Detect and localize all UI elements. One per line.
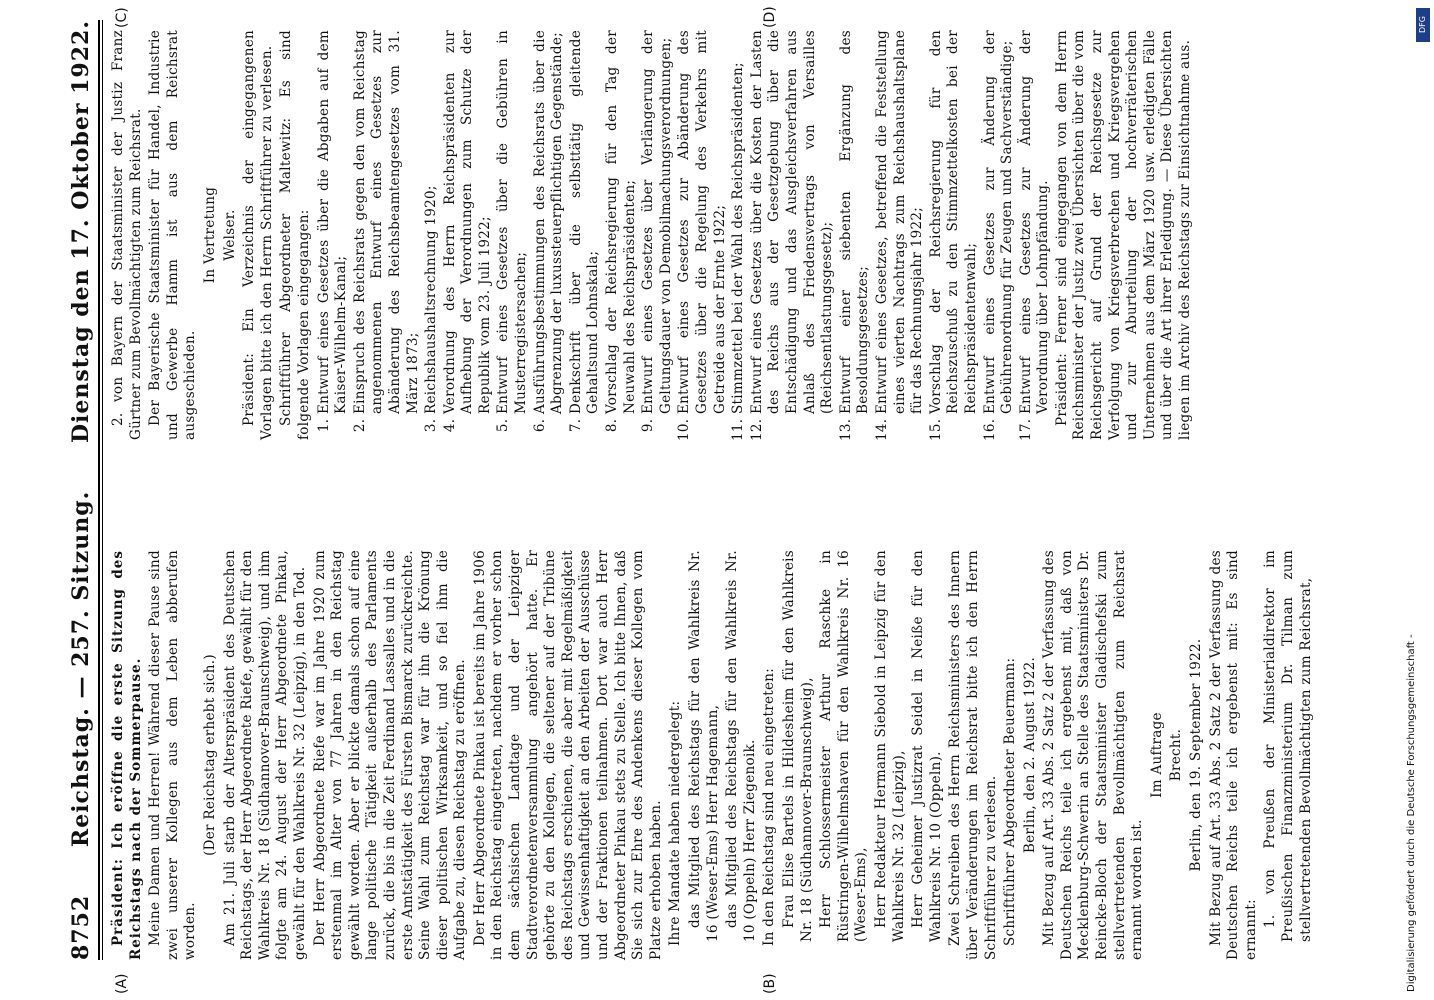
paragraph: Der Bayerische Staatsminister für Handel, Industrie und Gewerbe Hamm ist aus dem Reichsrat ausgeschieden. (147, 30, 199, 440)
paragraph: In Vertretung (201, 186, 218, 284)
paragraph: Herr Schlossermeister Arthur Raschke in Rüstringen-Wilhelmshaven für den Wahlkreis Nr. 16 (Weser-Ems), (818, 550, 870, 942)
paragraph: Ihre Mandate haben niedergelegt: (667, 700, 684, 946)
paragraph: Am 21. Juli starb der Alterspräsident des Deutschen Reichstags, der Herr Abgeordnete Riefe, gewählt für den Wahlkreis Nr. 18 (Südhannover-Braunschweig), und ihm folgte am 24. August der Herr Abgeordnete Pinkau, gewählt für den Wahlkreis Nr. 32 (Leipzig), in den Tod. (221, 550, 308, 960)
paragraph: Präsident: Ferner sind eingegangen von dem Herrn Reichsminister der Justiz zwei Übersichten über die vom Reichsgericht auf Grund der Reichsgesetze zur Verfolgung von Kriegsverbrechen und Kriegsvergehen und zur Aburteilung der hochverräterischen Unternehmen aus dem März 1920 usw. erledigten Fälle und über die Art ihrer Erledigung. — Diese Übersichten liegen im Archiv des Reichstags zur Einsichtnahme aus. (1053, 30, 1194, 440)
dfg-logo: DFG (1416, 8, 1430, 42)
paragraph: Herr Redakteur Hermann Siebold in Leipzig für den Wahlkreis Nr. 32 (Leipzig), (872, 550, 907, 942)
list-item: 5. Entwurf eines Gesetzes über die Gebühren in Musterregistersachen; (495, 30, 530, 414)
left-column (110, 550, 1317, 960)
paragraph: Mit Bezug auf Art. 33 Abs. 2 Satz 2 der Verfassung des Deutschen Reichs teile ich ergebenst mit: Es sind ernannt: (1207, 550, 1259, 960)
list-item: 11. Stimmzettel bei der Wahl des Reichspräsidenten; (730, 30, 748, 414)
sidebar-credit-text: Digitalisierung gefördert durch die Deutsche Forschungsgemeinschaft - (1406, 634, 1417, 992)
paragraph: Präsident: Ein Verzeichnis der eingegangenen Vorlagen bitte ich den Herrn Schriftführer zu verlesen. (241, 30, 275, 440)
paragraph: Im Auftrage (1148, 712, 1165, 798)
paragraph: Schriftführer Abgeordneter Maltewitz: Es sind folgende Vorlagen eingegangen: (278, 30, 312, 440)
paragraph: Schriftführer Abgeordneter Beuermann: (1002, 657, 1019, 946)
page-header (62, 20, 94, 960)
list-item: 15. Vorschlag der Reichsregierung für den Reichszuschuß zu den Stimmzettelkosten bei der Reichspräsidentenwahl; (928, 30, 981, 414)
margin-mark-c: (C) (114, 7, 130, 28)
rotated-document-page (62, 0, 1402, 1000)
list-item: 17. Entwurf eines Gesetzes zur Änderung der Verordnung über Lohnpfändung. (1018, 30, 1053, 414)
paragraph: In den Reichstag sind neu eingetreten: (761, 667, 778, 946)
list-item: 4. Verordnung des Herrn Reichspräsidenten zur Aufhebung der Verordnungen zum Schutze der Republik vom 23. Juli 1922; (442, 30, 495, 414)
list-item: 8. Vorschlag der Reichsregierung für den Tag der Neuwahl des Reichspräsidenten; (604, 30, 639, 414)
paragraph: Welser. (221, 209, 238, 261)
right-column (110, 30, 1197, 440)
paragraph: Berlin, den 2. August 1922. (1021, 656, 1038, 854)
paragraph: Der Herr Abgeordnete Riefe war im Jahre 1920 zum erstenmal im Alter von 77 Jahren in den Reichstag gewählt worden. Aber er blickte damals schon auf eine lange politische Tätigkeit außerhalb des Parlaments zurück, die bis in die Zeit Ferdinand Lassalles und in die erste Amtstätigkeit des Fürsten Bismarck zurückreichte. Seine Wahl zum Reichstag war für ihn die Krönung dieser politischen Wirksamkeit, und so fiel ihm die Aufgabe zu, diesen Reichstag zu eröffnen. (311, 550, 469, 960)
paragraph: das Mitglied des Reichstags für den Wahlkreis Nr. 10 (Oppeln) Herr Ziegenoik. (724, 550, 758, 942)
list-item: 3. Reichshaushaltsrechnung 1920; (423, 30, 441, 414)
header-rule (98, 20, 100, 960)
paragraph: Zwei Schreiben des Herrn Reichsministers des Innern über Veränderungen im Reichsrat bitte ich den Herrn Schriftführer zu verlesen. (947, 550, 999, 960)
list-item: 14. Entwurf eines Gesetzes, betreffend die Feststellung eines vierten Nachtrags zum Reichshaushaltsplane für das Rechnungsjahr 1922; (874, 30, 927, 414)
list-item: 2. Einspruch des Reichsrats gegen den vom Reichstag angenommenen Entwurf eines Gesetzes zur Abänderung des Reichsbeamtengesetzes vom 31. März 1873; (352, 30, 422, 414)
list-item: 13. Entwurf einer siebenten Ergänzung des Besoldungsgesetzes; (838, 30, 873, 414)
list-item: 16. Entwurf eines Gesetzes zur Änderung der Gebührenordnung für Zeugen und Sachverständige; (982, 30, 1017, 414)
session-title: Reichstag. — 257. Sitzung. (68, 490, 94, 848)
paragraph: 1. von Preußen der Ministerialdirektor im Preußischen Finanzministerium Dr. Tilman zum stellvertretenden Bevollmächtigten zum Reichsrat, (1262, 550, 1314, 942)
paragraph: (Der Reichstag erhebt sich.) (201, 654, 218, 856)
sidebar-credit (1392, 8, 1420, 992)
paragraph: das Mitglied des Reichstags für den Wahlkreis Nr. 16 (Weser-Ems) Herr Hagemann, (687, 550, 721, 942)
margin-mark-b: (B) (762, 973, 778, 994)
list-item: 7. Denkschrift über die selbsttätig gleitende Gehaltsund Lohnskala; (568, 30, 603, 414)
list-item: 10. Entwurf eines Gesetzes zur Abänderung des Gesetzes über die Regelung des Verkehrs mit Getreide aus der Ernte 1922; (676, 30, 729, 414)
submission-list (316, 30, 1053, 440)
paragraph: Der Herr Abgeordnete Pinkau ist bereits im Jahre 1906 in den Reichstag eingetreten, nachdem er vorher schon dem sächsischen Landtage und der Leipziger Stadtverordnetenversammlung angehört hatte. Er gehörte zu den Kollegen, die seltener auf der Tribüne des Reichstags erschienen, die aber mit Regelmäßigkeit und Gewissenhaftigkeit an den Arbeiten der Ausschüsse und der Fraktionen teilnahmen. Dort war auch Herr Abgeordneter Pinkau stets zu Stelle. Ich bitte Ihnen, daß Sie sich zur Ehre des Andenkens dieser Kollegen vom Platze erhoben haben. (471, 549, 664, 960)
paragraph: Brecht. (1168, 728, 1185, 782)
paragraph: Meine Damen und Herren! Während dieser Pause sind zwei unserer Kollegen aus dem Leben abberufen worden. (147, 550, 199, 960)
list-item: 6. Ausführungsbestimmungen des Reichsrats über die Abgrenzung der luxussteuerpflichtigen Gegenstände; (532, 30, 567, 414)
paragraph: Mit Bezug auf Art. 33 Abs. 2 Satz 2 der Verfassung des Deutschen Reichs teile ich ergebenst mit, daß von Mecklenburg-Schwerin an Stelle des Staatsministers Dr. Reincke-Bloch der Staatsminister Gladischefski zum stellvertretenden Bevollmächtigten zum Reichsrat ernannt worden ist. (1041, 550, 1146, 960)
paragraph: Präsident: Ich eröffne die erste Sitzung des Reichstags nach der Sommerpause. (110, 550, 144, 960)
list-item: 12. Entwurf eines Gesetzes über die Kosten der Lasten des Reichs aus der Gesetzgebung über die Entschädigung und das Ausgleichsverfahren aus Anlaß des Friedensvertrags von Versailles (Reichsentlastungsgesetz); (749, 30, 837, 414)
list-item: 1. Entwurf eines Gesetzes über die Abgaben auf dem Kaiser-Wilhelm-Kanal; (316, 30, 351, 414)
paragraph: 2. von Bayern der Staatsminister der Justiz Franz Gürtner zum Bevollmächtigten zum Reichsrat. (110, 30, 144, 440)
margin-mark-a: (A) (114, 973, 130, 994)
paragraph: Berlin, den 19. September 1922. (1188, 638, 1205, 872)
header-rule-thin (102, 20, 103, 960)
list-item: 9. Entwurf eines Gesetzes über Verlängerung der Geltungsdauer von Demobilmachungsverordnungen; (640, 30, 675, 414)
paragraph: Frau Elise Bartels in Hildesheim für den Wahlkreis Nr. 18 (Südhannover-Braunschweig), (780, 550, 815, 942)
margin-mark-d: (D) (762, 6, 778, 28)
page-number: 8752 (68, 894, 94, 960)
paragraph: Herr Geheimer Justizrat Seidel in Neiße für den Wahlkreis Nr. 10 (Oppeln). (910, 550, 944, 942)
session-date: Dienstag den 17. Oktober 1922. (68, 20, 94, 444)
